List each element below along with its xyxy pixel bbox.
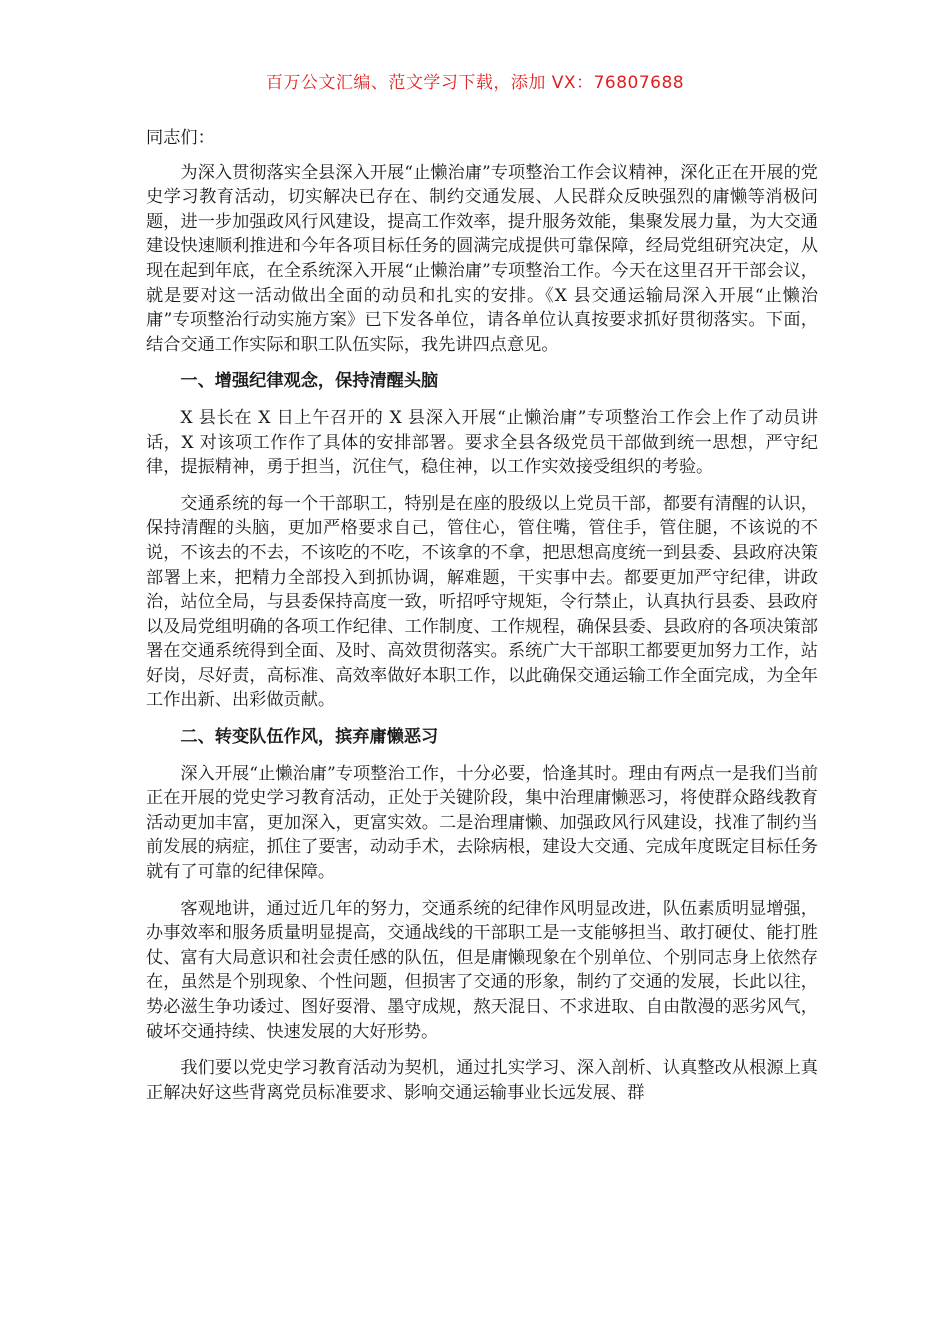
intro-paragraph: 为深入贯彻落实全县深入开展“止懒治庸”专项整治工作会议精神，深化正在开展的党史学习教育活动，切实解决已存在、制约交通发展、人民群众反映强烈的庸懒等消极问题，进一步加强政风行风建设，提高工作效率，提升服务效能，集聚发展力量，为大交通建设快速顺利推进和今年各项目标任务的圆满完成提供可靠保障，经局党组研究决定，从现在起到年底，在全系统深入开展“止懒治庸”专项整治工作。今天在这里召开干部会议，就是要对这一活动做出全面的动员和扎实的安排。《X 县交通运输局深入开展“止懒治庸”专项整治行动实施方案》已下发各单位，请各单位认真按要求抓好贯彻落实。下面，结合交通工作实际和职工队伍实际，我先讲四点意见。 xyxy=(146,162,818,355)
section2-paragraph-3: 我们要以党史学习教育活动为契机，通过扎实学习、深入剖析、认真整改从根源上真正解决好这些背离党员标准要求、影响交通运输事业长远发展、群 xyxy=(146,1058,818,1103)
section1-paragraph-2: 交通系统的每一个干部职工，特别是在座的股级以上党员干部，都要有清醒的认识，保持清醒的头脑，更加严格要求自己，管住心，管住嘴，管住手，管住腿，不该说的不说，不该去的不去，不该吃的不吃，不该拿的不拿，把思想高度统一到县委、县政府决策部署上来，把精力全部投入到抓协调，解难题，干实事中去。都要更加严守纪律，讲政治，站位全局，与县委保持高度一致，听招呼守规矩，令行禁止，认真执行县委、县政府以及局党组明确的各项工作纪律、工作制度、工作规程，确保县委、县政府的各项决策部署在交通系统得到全面、及时、高效贯彻落实。系统广大干部职工都要更加努力工作，站好岗，尽好责，高标准、高效率做好本职工作，以此确保交通运输工作全面完成，为全年工作出新、出彩做贡献。 xyxy=(146,493,818,711)
watermark-banner: 百万公文汇编、范文学习下载，添加 VX：76807688 xyxy=(265,73,685,93)
section2-paragraph-2: 客观地讲，通过近几年的努力，交通系统的纪律作风明显改进，队伍素质明显增强，办事效率和服务质量明显提高，交通战线的干部职工是一支能够担当、敢打硬仗、能打胜仗、富有大局意识和社会责任感的队伍，但是庸懒现象在个别单位、个别同志身上依然存在，虽然是个别现象、个性问题，但损害了交通的形象，制约了交通的发展，长此以往，势必滋生争功诿过、图好耍滑、墨守成规，熬天混日、不求进取、自由散漫的恶劣风气，破坏交通持续、快速发展的大好形势。 xyxy=(146,898,818,1042)
section-heading-2: 二、转变队伍作风，摈弃庸懒恶习 xyxy=(180,727,439,748)
section1-paragraph-1: X 县长在 X 日上午召开的 X 县深入开展“止懒治庸”专项整治工作会上作了动员讲话，X 对该项工作作了具体的安排部署。要求全县各级党员干部做到统一思想，严守纪律，提振精神，勇于担当，沉住气，稳住神，以工作实效接受组织的考验。 xyxy=(146,407,818,478)
section-heading-1: 一、增强纪律观念，保持清醒头脑 xyxy=(180,371,439,392)
section2-paragraph-1: 深入开展“止懒治庸”专项整治工作，十分必要，恰逢其时。理由有两点一是我们当前正在开展的党史学习教育活动，正处于关键阶段，集中治理庸懒恶习，将使群众路线教育活动更加丰富，更加深入，更富实效。二是治理庸懒、加强政风行风建设，找准了制约当前发展的病症，抓住了要害，动动手术，去除病根，建设大交通、完成年度既定目标任务就有了可靠的纪律保障。 xyxy=(146,763,818,883)
document-body xyxy=(146,126,818,1117)
salutation: 同志们： xyxy=(146,128,215,148)
